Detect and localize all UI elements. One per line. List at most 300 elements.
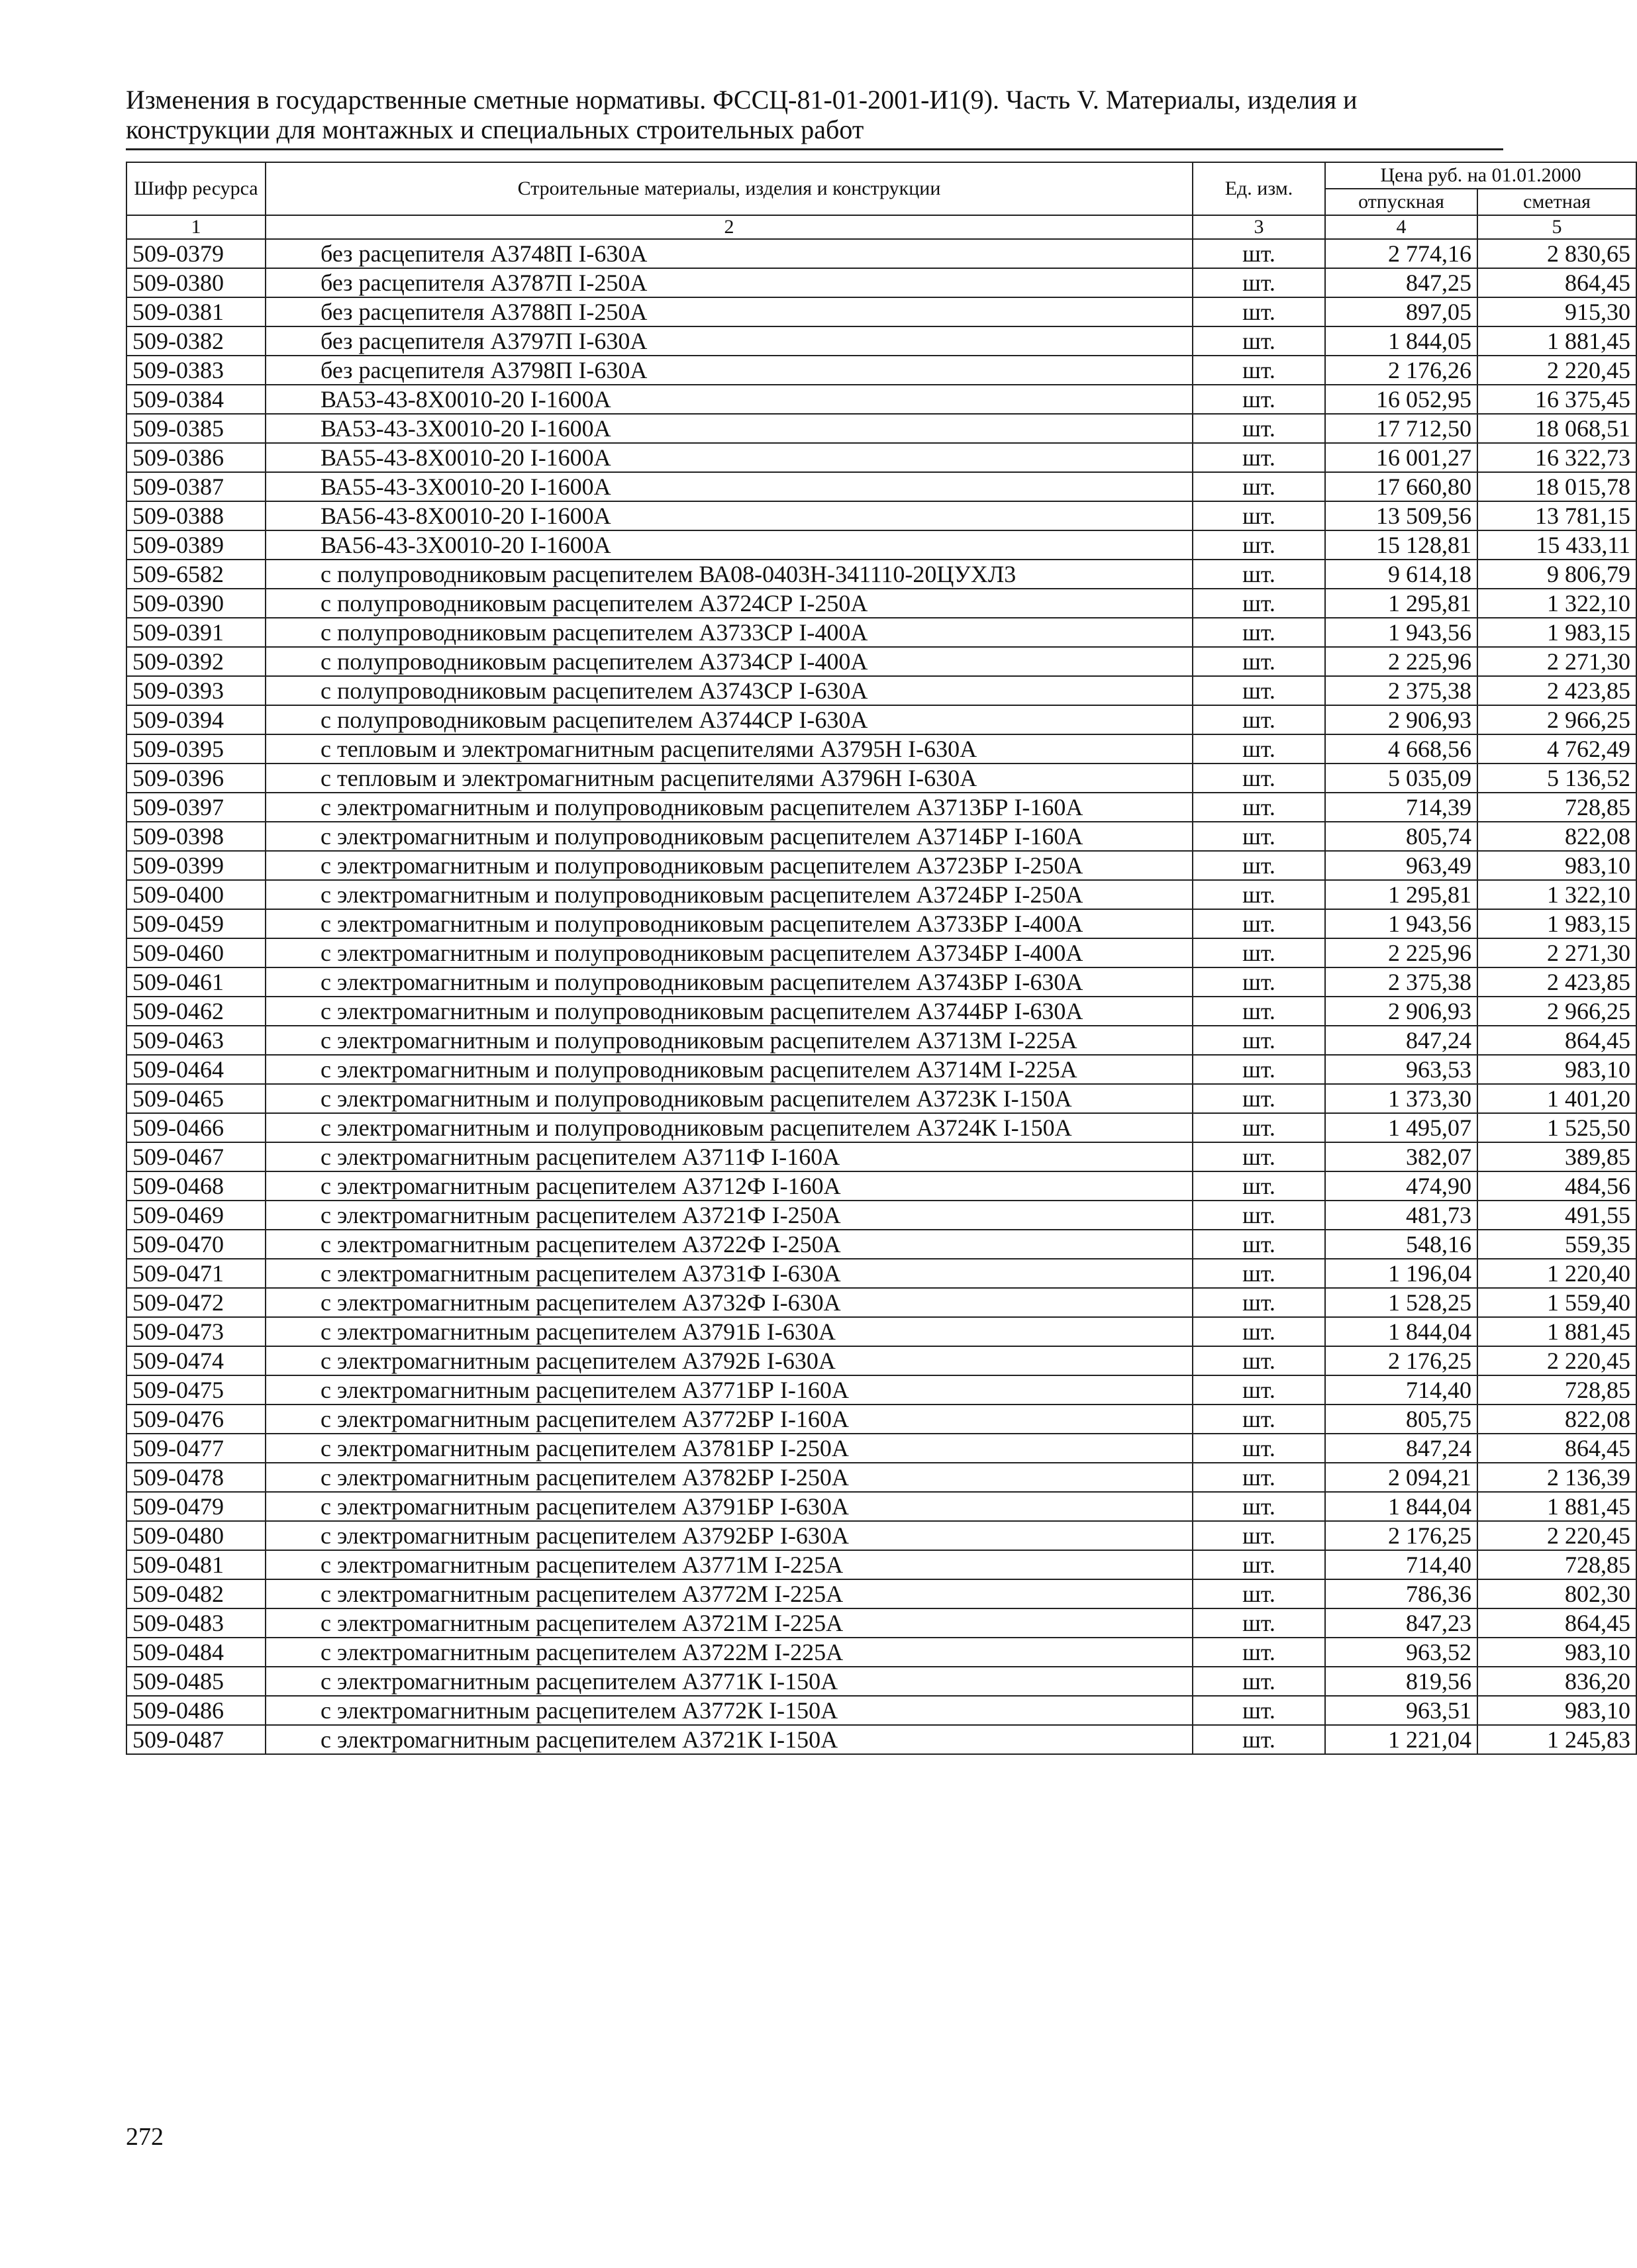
unit-cell: шт. — [1193, 1579, 1325, 1608]
material-name-cell: ВА53-43-8Х0010-20 I-1600А — [266, 385, 1193, 414]
unit-cell: шт. — [1193, 1405, 1325, 1434]
resource-code-cell: 509-0398 — [126, 822, 266, 851]
table-row — [126, 967, 1636, 997]
material-name-cell: с тепловым и электромагнитным расцепителями А3795Н I-630А — [266, 734, 1193, 764]
resource-code-cell: 509-0386 — [126, 443, 266, 472]
material-name-cell: с электромагнитным расцепителем А3731Ф I-630А — [266, 1259, 1193, 1288]
material-name-cell: с электромагнитным расцепителем А3772К I-150А — [266, 1696, 1193, 1725]
resource-code-cell: 509-0467 — [126, 1142, 266, 1171]
release-price-cell: 2 094,21 — [1325, 1463, 1477, 1492]
release-price-cell: 15 128,81 — [1325, 530, 1477, 560]
unit-cell: шт. — [1193, 414, 1325, 443]
unit-cell: шт. — [1193, 1113, 1325, 1142]
release-price-cell: 714,40 — [1325, 1550, 1477, 1579]
estimate-price-cell: 1 322,10 — [1477, 880, 1636, 909]
estimate-price-cell: 2 271,30 — [1477, 647, 1636, 676]
header-rule — [126, 148, 1503, 150]
page-header — [126, 85, 1503, 144]
material-name-cell: с электромагнитным и полупроводниковым расцепителем А3734БР I-400А — [266, 938, 1193, 967]
release-price-cell: 963,51 — [1325, 1696, 1477, 1725]
estimate-price-cell: 1 245,83 — [1477, 1725, 1636, 1754]
table-row — [126, 1375, 1636, 1405]
estimate-price-cell: 2 966,25 — [1477, 705, 1636, 734]
estimate-price-cell: 864,45 — [1477, 1434, 1636, 1463]
estimate-price-cell: 983,10 — [1477, 1638, 1636, 1667]
table-row — [126, 1550, 1636, 1579]
release-price-cell: 481,73 — [1325, 1201, 1477, 1230]
release-price-cell: 2 225,96 — [1325, 647, 1477, 676]
table-row — [126, 938, 1636, 967]
material-name-cell: с электромагнитным расцепителем А3792Б I-630А — [266, 1346, 1193, 1375]
unit-cell: шт. — [1193, 1434, 1325, 1463]
release-price-cell: 963,52 — [1325, 1638, 1477, 1667]
table-row — [126, 734, 1636, 764]
header-name: Строительные материалы, изделия и конструкции — [266, 162, 1193, 215]
unit-cell: шт. — [1193, 326, 1325, 356]
material-name-cell: с электромагнитным расцепителем А3772М I-225А — [266, 1579, 1193, 1608]
unit-cell: шт. — [1193, 880, 1325, 909]
release-price-cell: 2 375,38 — [1325, 967, 1477, 997]
material-name-cell: с полупроводниковым расцепителем А3743СР I-630А — [266, 676, 1193, 705]
unit-cell: шт. — [1193, 385, 1325, 414]
unit-cell: шт. — [1193, 1171, 1325, 1201]
release-price-cell: 1 528,25 — [1325, 1288, 1477, 1317]
release-price-cell: 16 001,27 — [1325, 443, 1477, 472]
unit-cell: шт. — [1193, 1725, 1325, 1754]
material-name-cell: ВА56-43-8Х0010-20 I-1600А — [266, 501, 1193, 530]
release-price-cell: 786,36 — [1325, 1579, 1477, 1608]
estimate-price-cell: 915,30 — [1477, 297, 1636, 326]
table-row — [126, 268, 1636, 297]
column-number: 4 — [1325, 215, 1477, 239]
estimate-price-cell: 16 322,73 — [1477, 443, 1636, 472]
material-name-cell: с электромагнитным расцепителем А3771М I-225А — [266, 1550, 1193, 1579]
table-row — [126, 1201, 1636, 1230]
release-price-cell: 548,16 — [1325, 1230, 1477, 1259]
material-name-cell: с полупроводниковым расцепителем А3733СР I-400А — [266, 618, 1193, 647]
unit-cell: шт. — [1193, 822, 1325, 851]
resource-code-cell: 509-0465 — [126, 1084, 266, 1113]
header-price: Цена руб. на 01.01.2000 — [1325, 162, 1636, 189]
table-row — [126, 1521, 1636, 1550]
table-row — [126, 530, 1636, 560]
unit-cell: шт. — [1193, 356, 1325, 385]
release-price-cell: 2 906,93 — [1325, 705, 1477, 734]
material-name-cell: с электромагнитным расцепителем А3781БР I-250А — [266, 1434, 1193, 1463]
estimate-price-cell: 1 983,15 — [1477, 909, 1636, 938]
table-row — [126, 1725, 1636, 1754]
material-name-cell: с электромагнитным и полупроводниковым расцепителем А3723К I-150А — [266, 1084, 1193, 1113]
material-name-cell: с электромагнитным и полупроводниковым расцепителем А3744БР I-630А — [266, 997, 1193, 1026]
column-number: 3 — [1193, 215, 1325, 239]
release-price-cell: 2 176,25 — [1325, 1521, 1477, 1550]
material-name-cell: с тепловым и электромагнитным расцепителями А3796Н I-630А — [266, 764, 1193, 793]
header-release-price: отпускная — [1325, 189, 1477, 215]
release-price-cell: 714,40 — [1325, 1375, 1477, 1405]
resource-code-cell: 509-0388 — [126, 501, 266, 530]
unit-cell: шт. — [1193, 909, 1325, 938]
price-table — [126, 162, 1637, 1755]
resource-code-cell: 509-0463 — [126, 1026, 266, 1055]
resource-code-cell: 509-0399 — [126, 851, 266, 880]
estimate-price-cell: 2 220,45 — [1477, 356, 1636, 385]
unit-cell: шт. — [1193, 967, 1325, 997]
release-price-cell: 805,75 — [1325, 1405, 1477, 1434]
resource-code-cell: 509-0381 — [126, 297, 266, 326]
table-row — [126, 880, 1636, 909]
material-name-cell: с электромагнитным и полупроводниковым расцепителем А3733БР I-400А — [266, 909, 1193, 938]
estimate-price-cell: 1 881,45 — [1477, 1492, 1636, 1521]
unit-cell: шт. — [1193, 1608, 1325, 1638]
unit-cell: шт. — [1193, 1375, 1325, 1405]
table-row — [126, 997, 1636, 1026]
unit-cell: шт. — [1193, 1521, 1325, 1550]
unit-cell: шт. — [1193, 268, 1325, 297]
table-row — [126, 443, 1636, 472]
estimate-price-cell: 18 015,78 — [1477, 472, 1636, 501]
estimate-price-cell: 1 525,50 — [1477, 1113, 1636, 1142]
estimate-price-cell: 2 220,45 — [1477, 1346, 1636, 1375]
resource-code-cell: 509-0479 — [126, 1492, 266, 1521]
header-code: Шифр ресурса — [126, 162, 266, 215]
page-number: 272 — [126, 2123, 164, 2151]
resource-code-cell: 509-6582 — [126, 560, 266, 589]
resource-code-cell: 509-0487 — [126, 1725, 266, 1754]
resource-code-cell: 509-0481 — [126, 1550, 266, 1579]
release-price-cell: 1 844,05 — [1325, 326, 1477, 356]
table-row — [126, 472, 1636, 501]
unit-cell: шт. — [1193, 1317, 1325, 1346]
material-name-cell: без расцепителя А3748П I-630А — [266, 239, 1193, 268]
column-number: 2 — [266, 215, 1193, 239]
unit-cell: шт. — [1193, 1201, 1325, 1230]
material-name-cell: с электромагнитным расцепителем А3721М I-225А — [266, 1608, 1193, 1638]
material-name-cell: с электромагнитным и полупроводниковым расцепителем А3714М I-225А — [266, 1055, 1193, 1084]
estimate-price-cell: 822,08 — [1477, 822, 1636, 851]
resource-code-cell: 509-0480 — [126, 1521, 266, 1550]
material-name-cell: с полупроводниковым расцепителем А3744СР I-630А — [266, 705, 1193, 734]
material-name-cell: с электромагнитным и полупроводниковым расцепителем А3714БР I-160А — [266, 822, 1193, 851]
estimate-price-cell: 2 830,65 — [1477, 239, 1636, 268]
resource-code-cell: 509-0391 — [126, 618, 266, 647]
unit-cell: шт. — [1193, 1230, 1325, 1259]
release-price-cell: 9 614,18 — [1325, 560, 1477, 589]
resource-code-cell: 509-0476 — [126, 1405, 266, 1434]
resource-code-cell: 509-0396 — [126, 764, 266, 793]
material-name-cell: с электромагнитным расцепителем А3712Ф I-160А — [266, 1171, 1193, 1201]
resource-code-cell: 509-0393 — [126, 676, 266, 705]
table-row — [126, 1405, 1636, 1434]
resource-code-cell: 509-0387 — [126, 472, 266, 501]
table-row — [126, 1084, 1636, 1113]
release-price-cell: 847,24 — [1325, 1026, 1477, 1055]
table-row — [126, 1346, 1636, 1375]
unit-cell: шт. — [1193, 1259, 1325, 1288]
release-price-cell: 847,24 — [1325, 1434, 1477, 1463]
release-price-cell: 1 221,04 — [1325, 1725, 1477, 1754]
resource-code-cell: 509-0384 — [126, 385, 266, 414]
table-row — [126, 1026, 1636, 1055]
material-name-cell: с электромагнитным расцепителем А3791Б I-630А — [266, 1317, 1193, 1346]
unit-cell: шт. — [1193, 501, 1325, 530]
estimate-price-cell: 728,85 — [1477, 793, 1636, 822]
estimate-price-cell: 1 881,45 — [1477, 1317, 1636, 1346]
material-name-cell: с электромагнитным и полупроводниковым расцепителем А3724БР I-250А — [266, 880, 1193, 909]
release-price-cell: 2 906,93 — [1325, 997, 1477, 1026]
table-row — [126, 647, 1636, 676]
unit-cell: шт. — [1193, 1142, 1325, 1171]
estimate-price-cell: 2 136,39 — [1477, 1463, 1636, 1492]
release-price-cell: 474,90 — [1325, 1171, 1477, 1201]
resource-code-cell: 509-0380 — [126, 268, 266, 297]
table-row — [126, 676, 1636, 705]
table-row — [126, 385, 1636, 414]
table-row — [126, 1579, 1636, 1608]
resource-code-cell: 509-0400 — [126, 880, 266, 909]
estimate-price-cell: 2 423,85 — [1477, 967, 1636, 997]
resource-code-cell: 509-0464 — [126, 1055, 266, 1084]
header-title-line-1: Изменения в государственные сметные нормативы. ФССЦ-81-01-2001-И1(9). Часть V. Материалы, изделия и — [126, 85, 1358, 115]
resource-code-cell: 509-0472 — [126, 1288, 266, 1317]
unit-cell: шт. — [1193, 764, 1325, 793]
estimate-price-cell: 864,45 — [1477, 1608, 1636, 1638]
estimate-price-cell: 983,10 — [1477, 1055, 1636, 1084]
material-name-cell: ВА56-43-3Х0010-20 I-1600А — [266, 530, 1193, 560]
estimate-price-cell: 864,45 — [1477, 268, 1636, 297]
resource-code-cell: 509-0462 — [126, 997, 266, 1026]
material-name-cell: без расцепителя А3798П I-630А — [266, 356, 1193, 385]
unit-cell: шт. — [1193, 443, 1325, 472]
resource-code-cell: 509-0382 — [126, 326, 266, 356]
resource-code-cell: 509-0486 — [126, 1696, 266, 1725]
table-row — [126, 1463, 1636, 1492]
resource-code-cell: 509-0460 — [126, 938, 266, 967]
release-price-cell: 5 035,09 — [1325, 764, 1477, 793]
header-title-line-2: конструкции для монтажных и специальных строительных работ — [126, 115, 864, 144]
estimate-price-cell: 2 271,30 — [1477, 938, 1636, 967]
estimate-price-cell: 728,85 — [1477, 1550, 1636, 1579]
estimate-price-cell: 1 983,15 — [1477, 618, 1636, 647]
material-name-cell: с электромагнитным и полупроводниковым расцепителем А3713М I-225А — [266, 1026, 1193, 1055]
release-price-cell: 847,25 — [1325, 268, 1477, 297]
table-row — [126, 1696, 1636, 1725]
table-row — [126, 501, 1636, 530]
release-price-cell: 2 176,26 — [1325, 356, 1477, 385]
resource-code-cell: 509-0483 — [126, 1608, 266, 1638]
estimate-price-cell: 559,35 — [1477, 1230, 1636, 1259]
release-price-cell: 2 225,96 — [1325, 938, 1477, 967]
estimate-price-cell: 983,10 — [1477, 1696, 1636, 1725]
estimate-price-cell: 484,56 — [1477, 1171, 1636, 1201]
material-name-cell: с электромагнитным расцепителем А3732Ф I-630А — [266, 1288, 1193, 1317]
unit-cell: шт. — [1193, 1026, 1325, 1055]
estimate-price-cell: 2 966,25 — [1477, 997, 1636, 1026]
material-name-cell: с электромагнитным расцепителем А3721Ф I-250А — [266, 1201, 1193, 1230]
release-price-cell: 17 712,50 — [1325, 414, 1477, 443]
release-price-cell: 897,05 — [1325, 297, 1477, 326]
table-body — [126, 239, 1636, 1754]
unit-cell: шт. — [1193, 1288, 1325, 1317]
table-row — [126, 1055, 1636, 1084]
estimate-price-cell: 864,45 — [1477, 1026, 1636, 1055]
estimate-price-cell: 5 136,52 — [1477, 764, 1636, 793]
resource-code-cell: 509-0383 — [126, 356, 266, 385]
release-price-cell: 16 052,95 — [1325, 385, 1477, 414]
unit-cell: шт. — [1193, 1084, 1325, 1113]
material-name-cell: с полупроводниковым расцепителем ВА08-0403Н-341110-20ЦУХЛ3 — [266, 560, 1193, 589]
material-name-cell: с полупроводниковым расцепителем А3734СР I-400А — [266, 647, 1193, 676]
material-name-cell: с электромагнитным расцепителем А3722М I-225А — [266, 1638, 1193, 1667]
material-name-cell: без расцепителя А3797П I-630А — [266, 326, 1193, 356]
table-row — [126, 909, 1636, 938]
table-row — [126, 326, 1636, 356]
estimate-price-cell: 1 881,45 — [1477, 326, 1636, 356]
release-price-cell: 1 495,07 — [1325, 1113, 1477, 1142]
unit-cell: шт. — [1193, 618, 1325, 647]
estimate-price-cell: 1 220,40 — [1477, 1259, 1636, 1288]
release-price-cell: 847,23 — [1325, 1608, 1477, 1638]
resource-code-cell: 509-0461 — [126, 967, 266, 997]
material-name-cell: ВА55-43-8Х0010-20 I-1600А — [266, 443, 1193, 472]
resource-code-cell: 509-0397 — [126, 793, 266, 822]
release-price-cell: 1 943,56 — [1325, 909, 1477, 938]
release-price-cell: 4 668,56 — [1325, 734, 1477, 764]
table-row — [126, 1288, 1636, 1317]
unit-cell: шт. — [1193, 239, 1325, 268]
resource-code-cell: 509-0469 — [126, 1201, 266, 1230]
material-name-cell: с электромагнитным и полупроводниковым расцепителем А3723БР I-250А — [266, 851, 1193, 880]
estimate-price-cell: 802,30 — [1477, 1579, 1636, 1608]
resource-code-cell: 509-0478 — [126, 1463, 266, 1492]
unit-cell: шт. — [1193, 1463, 1325, 1492]
estimate-price-cell: 983,10 — [1477, 851, 1636, 880]
table-row — [126, 1667, 1636, 1696]
material-name-cell: с электромагнитным расцепителем А3721К I-150А — [266, 1725, 1193, 1754]
table-row — [126, 618, 1636, 647]
unit-cell: шт. — [1193, 1696, 1325, 1725]
table-row — [126, 414, 1636, 443]
resource-code-cell: 509-0473 — [126, 1317, 266, 1346]
material-name-cell: с электромагнитным расцепителем А3782БР I-250А — [266, 1463, 1193, 1492]
release-price-cell: 1 295,81 — [1325, 589, 1477, 618]
estimate-price-cell: 4 762,49 — [1477, 734, 1636, 764]
release-price-cell: 1 196,04 — [1325, 1259, 1477, 1288]
material-name-cell: с электромагнитным расцепителем А3792БР I-630А — [266, 1521, 1193, 1550]
unit-cell: шт. — [1193, 647, 1325, 676]
table-row — [126, 589, 1636, 618]
unit-cell: шт. — [1193, 530, 1325, 560]
estimate-price-cell: 18 068,51 — [1477, 414, 1636, 443]
table-row — [126, 822, 1636, 851]
unit-cell: шт. — [1193, 560, 1325, 589]
estimate-price-cell: 1 559,40 — [1477, 1288, 1636, 1317]
release-price-cell: 1 844,04 — [1325, 1492, 1477, 1521]
estimate-price-cell: 389,85 — [1477, 1142, 1636, 1171]
release-price-cell: 2 176,25 — [1325, 1346, 1477, 1375]
unit-cell: шт. — [1193, 851, 1325, 880]
table-row — [126, 1608, 1636, 1638]
table-row — [126, 1113, 1636, 1142]
release-price-cell: 1 943,56 — [1325, 618, 1477, 647]
material-name-cell: ВА55-43-3Х0010-20 I-1600А — [266, 472, 1193, 501]
resource-code-cell: 509-0474 — [126, 1346, 266, 1375]
release-price-cell: 2 774,16 — [1325, 239, 1477, 268]
unit-cell: шт. — [1193, 676, 1325, 705]
release-price-cell: 1 373,30 — [1325, 1084, 1477, 1113]
material-name-cell: без расцепителя А3787П I-250А — [266, 268, 1193, 297]
resource-code-cell: 509-0459 — [126, 909, 266, 938]
unit-cell: шт. — [1193, 589, 1325, 618]
unit-cell: шт. — [1193, 705, 1325, 734]
unit-cell: шт. — [1193, 1346, 1325, 1375]
release-price-cell: 963,49 — [1325, 851, 1477, 880]
material-name-cell: с электромагнитным расцепителем А3772БР I-160А — [266, 1405, 1193, 1434]
estimate-price-cell: 2 220,45 — [1477, 1521, 1636, 1550]
table-row — [126, 1434, 1636, 1463]
table-row — [126, 297, 1636, 326]
material-name-cell: с электромагнитным расцепителем А3771БР I-160А — [266, 1375, 1193, 1405]
resource-code-cell: 509-0482 — [126, 1579, 266, 1608]
table-row — [126, 1171, 1636, 1201]
column-number: 1 — [126, 215, 266, 239]
table-row — [126, 1317, 1636, 1346]
release-price-cell: 714,39 — [1325, 793, 1477, 822]
release-price-cell: 1 295,81 — [1325, 880, 1477, 909]
material-name-cell: без расцепителя А3788П I-250А — [266, 297, 1193, 326]
unit-cell: шт. — [1193, 1492, 1325, 1521]
unit-cell: шт. — [1193, 997, 1325, 1026]
release-price-cell: 13 509,56 — [1325, 501, 1477, 530]
material-name-cell: с электромагнитным и полупроводниковым расцепителем А3743БР I-630А — [266, 967, 1193, 997]
resource-code-cell: 509-0395 — [126, 734, 266, 764]
estimate-price-cell: 1 322,10 — [1477, 589, 1636, 618]
unit-cell: шт. — [1193, 297, 1325, 326]
table-row — [126, 560, 1636, 589]
table-row — [126, 356, 1636, 385]
estimate-price-cell: 2 423,85 — [1477, 676, 1636, 705]
material-name-cell: с электромагнитным и полупроводниковым расцепителем А3713БР I-160А — [266, 793, 1193, 822]
column-number: 5 — [1477, 215, 1636, 239]
material-name-cell: с электромагнитным расцепителем А3711Ф I-160А — [266, 1142, 1193, 1171]
resource-code-cell: 509-0389 — [126, 530, 266, 560]
table-row — [126, 239, 1636, 268]
unit-cell: шт. — [1193, 793, 1325, 822]
material-name-cell: с электромагнитным расцепителем А3771К I-150А — [266, 1667, 1193, 1696]
release-price-cell: 1 844,04 — [1325, 1317, 1477, 1346]
release-price-cell: 963,53 — [1325, 1055, 1477, 1084]
estimate-price-cell: 15 433,11 — [1477, 530, 1636, 560]
table-row — [126, 1230, 1636, 1259]
unit-cell: шт. — [1193, 1550, 1325, 1579]
table-row — [126, 1259, 1636, 1288]
release-price-cell: 805,74 — [1325, 822, 1477, 851]
release-price-cell: 2 375,38 — [1325, 676, 1477, 705]
table-row — [126, 1638, 1636, 1667]
resource-code-cell: 509-0394 — [126, 705, 266, 734]
table-row — [126, 1142, 1636, 1171]
estimate-price-cell: 836,20 — [1477, 1667, 1636, 1696]
resource-code-cell: 509-0385 — [126, 414, 266, 443]
resource-code-cell: 509-0475 — [126, 1375, 266, 1405]
estimate-price-cell: 13 781,15 — [1477, 501, 1636, 530]
material-name-cell: ВА53-43-3Х0010-20 I-1600А — [266, 414, 1193, 443]
resource-code-cell: 509-0468 — [126, 1171, 266, 1201]
table-row — [126, 851, 1636, 880]
material-name-cell: с электромагнитным расцепителем А3722Ф I-250А — [266, 1230, 1193, 1259]
table-row — [126, 764, 1636, 793]
resource-code-cell: 509-0379 — [126, 239, 266, 268]
estimate-price-cell: 822,08 — [1477, 1405, 1636, 1434]
